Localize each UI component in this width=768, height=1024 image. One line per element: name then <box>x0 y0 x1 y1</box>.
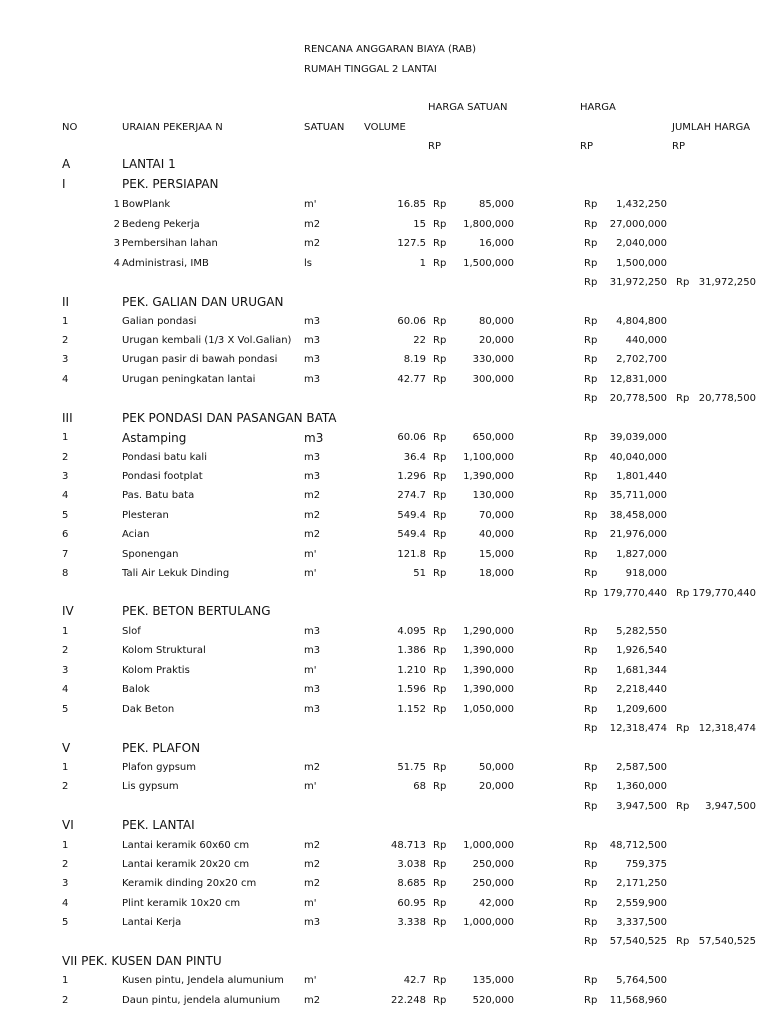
currency-label: Rp <box>584 588 598 599</box>
item-volume: 60.95 <box>397 898 426 909</box>
currency-label: Rp <box>584 801 598 812</box>
item-total: 1,500,000 <box>616 258 667 269</box>
currency-label: Rp <box>584 878 598 889</box>
item-volume: 42.7 <box>403 975 426 986</box>
currency-label: Rp <box>584 549 598 560</box>
jumlah-value: 57,540,525 <box>698 936 756 947</box>
header-rp-harga-satuan: RP <box>428 141 441 152</box>
item-volume: 1.152 <box>397 704 426 715</box>
currency-label: Rp <box>584 277 598 288</box>
item-label: Keramik dinding 20x20 cm <box>122 878 257 889</box>
item-unit-price: 1,000,000 <box>463 917 514 928</box>
item-unit-price: 1,500,000 <box>463 258 514 269</box>
item-total: 21,976,000 <box>609 529 667 540</box>
item-no: 3 <box>62 471 69 482</box>
currency-label: Rp <box>433 316 447 327</box>
item-no: 2 <box>62 452 69 463</box>
subsection-title: PEK. BETON BERTULANG <box>122 604 271 618</box>
item-total: 38,458,000 <box>609 510 667 521</box>
item-unit: m2 <box>304 859 321 870</box>
header-jumlah-harga: JUMLAH HARGA <box>672 122 751 133</box>
item-no: 4 <box>62 898 69 909</box>
item-label: Plafon gypsum <box>122 762 196 773</box>
item-unit: m3 <box>304 917 321 928</box>
currency-label: Rp <box>433 898 447 909</box>
item-no: 1 <box>62 626 69 637</box>
item-unit: m3 <box>304 471 321 482</box>
item-volume: 15 <box>413 219 426 230</box>
currency-label: Rp <box>584 393 598 404</box>
currency-label: Rp <box>584 898 598 909</box>
currency-label: Rp <box>433 704 447 715</box>
item-label: Pondasi footplat <box>122 471 203 482</box>
header-rp-jumlah: RP <box>672 141 685 152</box>
item-unit-price: 1,390,000 <box>463 471 514 482</box>
item-total: 48,712,500 <box>609 840 667 851</box>
item-unit-price: 250,000 <box>472 878 514 889</box>
currency-label: Rp <box>584 626 598 637</box>
item-unit-price: 85,000 <box>479 199 514 210</box>
item-unit: m' <box>304 199 317 210</box>
subtotal-value: 12,318,474 <box>609 723 667 734</box>
item-volume: 121.8 <box>397 549 426 560</box>
subsection-no: V <box>62 741 71 755</box>
subsection-no: II <box>62 295 70 309</box>
item-label: Galian pondasi <box>122 316 197 327</box>
item-volume: 549.4 <box>397 510 426 521</box>
currency-label: Rp <box>584 975 598 986</box>
subsection-title: VII PEK. KUSEN DAN PINTU <box>62 954 222 968</box>
currency-label: Rp <box>584 490 598 501</box>
currency-label: Rp <box>676 277 690 288</box>
item-label: Urugan pasir di bawah pondasi <box>122 354 278 365</box>
item-volume: 1 <box>419 258 426 269</box>
item-volume: 127.5 <box>397 238 426 249</box>
item-label: Pondasi batu kali <box>122 452 207 463</box>
item-unit-price: 650,000 <box>472 432 514 443</box>
item-no: 5 <box>62 704 69 715</box>
item-unit-price: 1,390,000 <box>463 665 514 676</box>
item-label: Pas. Batu bata <box>122 490 195 501</box>
item-unit: m2 <box>304 529 321 540</box>
jumlah-value: 179,770,440 <box>692 588 756 599</box>
currency-label: Rp <box>584 258 598 269</box>
item-unit-price: 70,000 <box>479 510 514 521</box>
item-volume: 4.095 <box>397 626 426 637</box>
item-total: 918,000 <box>625 568 667 579</box>
item-volume: 3.338 <box>397 917 426 928</box>
item-label: Kusen pintu, Jendela alumunium <box>122 975 284 986</box>
item-volume: 1.596 <box>397 684 426 695</box>
item-no: 3 <box>62 878 69 889</box>
item-total: 1,360,000 <box>616 781 667 792</box>
item-unit: m2 <box>304 510 321 521</box>
item-no: 6 <box>62 529 69 540</box>
item-unit: m3 <box>304 431 324 445</box>
item-total: 5,282,550 <box>616 626 667 637</box>
item-total: 759,375 <box>625 859 667 870</box>
item-volume: 36.4 <box>403 452 426 463</box>
currency-label: Rp <box>676 588 690 599</box>
item-volume: 3.038 <box>397 859 426 870</box>
item-label: Urugan kembali (1/3 X Vol.Galian) <box>122 335 292 346</box>
document-title: RENCANA ANGGARAN BIAYA (RAB) <box>304 44 477 55</box>
item-total: 2,218,440 <box>616 684 667 695</box>
currency-label: Rp <box>584 936 598 947</box>
item-no: 4 <box>62 374 69 385</box>
currency-label: Rp <box>433 917 447 928</box>
item-unit: m3 <box>304 452 321 463</box>
currency-label: Rp <box>584 432 598 443</box>
currency-label: Rp <box>584 316 598 327</box>
subtotal-value: 179,770,440 <box>603 588 667 599</box>
item-unit: m3 <box>304 684 321 695</box>
currency-label: Rp <box>433 878 447 889</box>
subsection-no: IV <box>62 604 74 618</box>
item-label: BowPlank <box>122 199 171 210</box>
currency-label: Rp <box>433 471 447 482</box>
item-no: 2 <box>62 859 69 870</box>
currency-label: Rp <box>584 199 598 210</box>
item-unit-price: 1,290,000 <box>463 626 514 637</box>
item-label: Kolom Praktis <box>122 665 190 676</box>
currency-label: Rp <box>584 917 598 928</box>
item-label: Administrasi, IMB <box>122 258 209 269</box>
item-total: 39,039,000 <box>609 432 667 443</box>
item-no: 1 <box>62 316 69 327</box>
item-total: 1,432,250 <box>616 199 667 210</box>
currency-label: Rp <box>433 219 447 230</box>
item-no: 5 <box>62 510 69 521</box>
currency-label: Rp <box>584 335 598 346</box>
item-total: 5,764,500 <box>616 975 667 986</box>
item-no: 8 <box>62 568 69 579</box>
item-label: Lantai Kerja <box>122 917 182 928</box>
currency-label: Rp <box>433 510 447 521</box>
section-no: A <box>62 157 71 171</box>
item-volume: 8.19 <box>403 354 426 365</box>
item-unit: m' <box>304 898 317 909</box>
item-label: Kolom Struktural <box>122 645 206 656</box>
item-volume: 51 <box>413 568 426 579</box>
item-unit-price: 330,000 <box>472 354 514 365</box>
item-volume: 274.7 <box>397 490 426 501</box>
item-no: 1 <box>62 762 69 773</box>
item-unit: m' <box>304 568 317 579</box>
item-total: 27,000,000 <box>609 219 667 230</box>
item-volume: 42.77 <box>397 374 426 385</box>
currency-label: Rp <box>584 238 598 249</box>
subsection-no: III <box>62 411 73 425</box>
currency-label: Rp <box>584 723 598 734</box>
currency-label: Rp <box>433 645 447 656</box>
currency-label: Rp <box>584 665 598 676</box>
item-total: 35,711,000 <box>609 490 667 501</box>
item-label: Balok <box>122 684 150 695</box>
item-unit-price: 1,100,000 <box>463 452 514 463</box>
item-label: Pembersihan lahan <box>122 238 218 249</box>
item-volume: 549.4 <box>397 529 426 540</box>
currency-label: Rp <box>433 258 447 269</box>
item-unit: m3 <box>304 704 321 715</box>
item-label: Lis gypsum <box>122 781 179 792</box>
item-total: 2,040,000 <box>616 238 667 249</box>
currency-label: Rp <box>433 995 447 1006</box>
item-unit-price: 80,000 <box>479 316 514 327</box>
currency-label: Rp <box>584 995 598 1006</box>
item-unit-price: 135,000 <box>472 975 514 986</box>
currency-label: Rp <box>584 568 598 579</box>
currency-label: Rp <box>433 781 447 792</box>
currency-label: Rp <box>584 471 598 482</box>
item-unit-price: 1,000,000 <box>463 840 514 851</box>
currency-label: Rp <box>433 975 447 986</box>
currency-label: Rp <box>433 626 447 637</box>
item-unit-price: 42,000 <box>479 898 514 909</box>
currency-label: Rp <box>584 529 598 540</box>
item-unit-price: 520,000 <box>472 995 514 1006</box>
subtotal-value: 31,972,250 <box>609 277 667 288</box>
item-label: Dak Beton <box>122 704 175 715</box>
subsection-title: PEK. PLAFON <box>122 741 201 755</box>
item-total: 2,559,900 <box>616 898 667 909</box>
item-unit: m' <box>304 781 317 792</box>
currency-label: Rp <box>433 684 447 695</box>
subsection-title: PEK PONDASI DAN PASANGAN BATA <box>122 411 337 425</box>
item-unit-price: 50,000 <box>479 762 514 773</box>
subsection-no: I <box>62 177 66 191</box>
item-volume: 22.248 <box>391 995 426 1006</box>
item-unit: m3 <box>304 626 321 637</box>
item-volume: 68 <box>413 781 426 792</box>
item-volume: 16.85 <box>397 199 426 210</box>
item-total: 1,926,540 <box>616 645 667 656</box>
item-no: 1 <box>62 975 69 986</box>
currency-label: Rp <box>584 510 598 521</box>
item-volume: 51.75 <box>397 762 426 773</box>
item-unit-price: 1,800,000 <box>463 219 514 230</box>
item-unit-price: 250,000 <box>472 859 514 870</box>
header-rp-harga: RP <box>580 141 593 152</box>
currency-label: Rp <box>433 354 447 365</box>
currency-label: Rp <box>676 801 690 812</box>
document-subtitle: RUMAH TINGGAL 2 LANTAI <box>304 64 437 75</box>
subtotal-value: 57,540,525 <box>609 936 667 947</box>
header-uraian: URAIAN PEKERJAA N <box>122 122 223 133</box>
item-unit: m2 <box>304 762 321 773</box>
item-no: 1 <box>62 840 69 851</box>
item-no: 4 <box>113 258 120 269</box>
item-total: 2,171,250 <box>616 878 667 889</box>
item-volume: 1.210 <box>397 665 426 676</box>
item-unit: m2 <box>304 219 321 230</box>
currency-label: Rp <box>433 432 447 443</box>
jumlah-value: 12,318,474 <box>698 723 756 734</box>
item-no: 4 <box>62 684 69 695</box>
currency-label: Rp <box>584 704 598 715</box>
currency-label: Rp <box>433 549 447 560</box>
currency-label: Rp <box>433 665 447 676</box>
item-no: 3 <box>113 238 120 249</box>
item-unit: m' <box>304 975 317 986</box>
subtotal-value: 3,947,500 <box>616 801 667 812</box>
item-no: 2 <box>62 781 69 792</box>
item-total: 1,681,344 <box>616 665 667 676</box>
item-unit-price: 16,000 <box>479 238 514 249</box>
item-unit-price: 40,000 <box>479 529 514 540</box>
item-unit: m2 <box>304 840 321 851</box>
item-no: 2 <box>62 995 69 1006</box>
currency-label: Rp <box>433 238 447 249</box>
item-total: 1,801,440 <box>616 471 667 482</box>
currency-label: Rp <box>433 199 447 210</box>
item-volume: 8.685 <box>397 878 426 889</box>
currency-label: Rp <box>676 936 690 947</box>
item-unit-price: 1,390,000 <box>463 645 514 656</box>
item-volume: 1.386 <box>397 645 426 656</box>
currency-label: Rp <box>584 354 598 365</box>
currency-label: Rp <box>433 840 447 851</box>
header-satuan: SATUAN <box>304 122 345 133</box>
item-label: Astamping <box>122 431 187 445</box>
item-label: Plesteran <box>122 510 169 521</box>
subsection-no: VI <box>62 818 74 832</box>
item-label: Sponengan <box>122 549 179 560</box>
item-total: 4,804,800 <box>616 316 667 327</box>
item-label: Urugan peningkatan lantai <box>122 374 256 385</box>
item-total: 11,568,960 <box>609 995 667 1006</box>
item-total: 40,040,000 <box>609 452 667 463</box>
item-label: Tali Air Lekuk Dinding <box>122 568 230 579</box>
item-no: 3 <box>62 354 69 365</box>
currency-label: Rp <box>584 645 598 656</box>
header-harga-satuan: HARGA SATUAN <box>428 102 508 113</box>
section-title: LANTAI 1 <box>122 157 176 171</box>
jumlah-value: 31,972,250 <box>698 277 756 288</box>
item-label: Acian <box>122 529 150 540</box>
item-volume: 22 <box>413 335 426 346</box>
item-unit: m2 <box>304 878 321 889</box>
item-unit-price: 15,000 <box>479 549 514 560</box>
item-no: 2 <box>62 335 69 346</box>
item-label: Plint keramik 10x20 cm <box>122 898 241 909</box>
item-unit-price: 1,390,000 <box>463 684 514 695</box>
currency-label: Rp <box>584 374 598 385</box>
header-no: NO <box>62 122 78 133</box>
item-unit-price: 18,000 <box>479 568 514 579</box>
item-total: 440,000 <box>625 335 667 346</box>
currency-label: Rp <box>584 219 598 230</box>
item-unit: m' <box>304 665 317 676</box>
header-volume: VOLUME <box>364 122 406 133</box>
currency-label: Rp <box>584 859 598 870</box>
item-no: 2 <box>62 645 69 656</box>
item-no: 3 <box>62 665 69 676</box>
subtotal-value: 20,778,500 <box>609 393 667 404</box>
item-no: 1 <box>62 432 69 443</box>
currency-label: Rp <box>584 840 598 851</box>
subsection-title: PEK. LANTAI <box>122 818 195 832</box>
currency-label: Rp <box>433 452 447 463</box>
item-total: 2,702,700 <box>616 354 667 365</box>
currency-label: Rp <box>433 568 447 579</box>
item-label: Bedeng Pekerja <box>122 219 200 230</box>
item-unit: m3 <box>304 374 321 385</box>
currency-label: Rp <box>433 490 447 501</box>
item-no: 5 <box>62 917 69 928</box>
header-harga: HARGA <box>580 102 616 113</box>
item-unit-price: 1,050,000 <box>463 704 514 715</box>
item-unit-price: 20,000 <box>479 335 514 346</box>
item-total: 1,827,000 <box>616 549 667 560</box>
item-unit: m2 <box>304 995 321 1006</box>
item-unit: m2 <box>304 490 321 501</box>
item-total: 1,209,600 <box>616 704 667 715</box>
subsection-title: PEK. GALIAN DAN URUGAN <box>122 295 284 309</box>
item-volume: 60.06 <box>397 316 426 327</box>
item-label: Lantai keramik 60x60 cm <box>122 840 250 851</box>
item-unit: m' <box>304 549 317 560</box>
item-volume: 1.296 <box>397 471 426 482</box>
currency-label: Rp <box>676 393 690 404</box>
currency-label: Rp <box>676 723 690 734</box>
item-no: 4 <box>62 490 69 501</box>
item-no: 2 <box>113 219 120 230</box>
item-total: 12,831,000 <box>609 374 667 385</box>
item-unit-price: 300,000 <box>472 374 514 385</box>
item-label: Slof <box>122 626 141 637</box>
currency-label: Rp <box>433 859 447 870</box>
item-total: 2,587,500 <box>616 762 667 773</box>
currency-label: Rp <box>584 781 598 792</box>
subsection-title: PEK. PERSIAPAN <box>122 177 219 191</box>
item-unit: m3 <box>304 316 321 327</box>
jumlah-value: 20,778,500 <box>698 393 756 404</box>
item-unit-price: 20,000 <box>479 781 514 792</box>
currency-label: Rp <box>584 762 598 773</box>
item-volume: 48.713 <box>391 840 426 851</box>
item-label: Daun pintu, jendela alumunium <box>122 995 281 1006</box>
item-label: Lantai keramik 20x20 cm <box>122 859 250 870</box>
item-unit-price: 130,000 <box>472 490 514 501</box>
item-no: 1 <box>113 199 120 210</box>
item-volume: 60.06 <box>397 432 426 443</box>
item-unit: m3 <box>304 354 321 365</box>
item-total: 3,337,500 <box>616 917 667 928</box>
item-unit: m3 <box>304 335 321 346</box>
currency-label: Rp <box>433 335 447 346</box>
item-unit: m3 <box>304 645 321 656</box>
currency-label: Rp <box>433 529 447 540</box>
item-no: 7 <box>62 549 69 560</box>
item-unit: ls <box>304 258 312 269</box>
item-unit: m2 <box>304 238 321 249</box>
currency-label: Rp <box>433 374 447 385</box>
currency-label: Rp <box>433 762 447 773</box>
jumlah-value: 3,947,500 <box>705 801 756 812</box>
currency-label: Rp <box>584 684 598 695</box>
currency-label: Rp <box>584 452 598 463</box>
